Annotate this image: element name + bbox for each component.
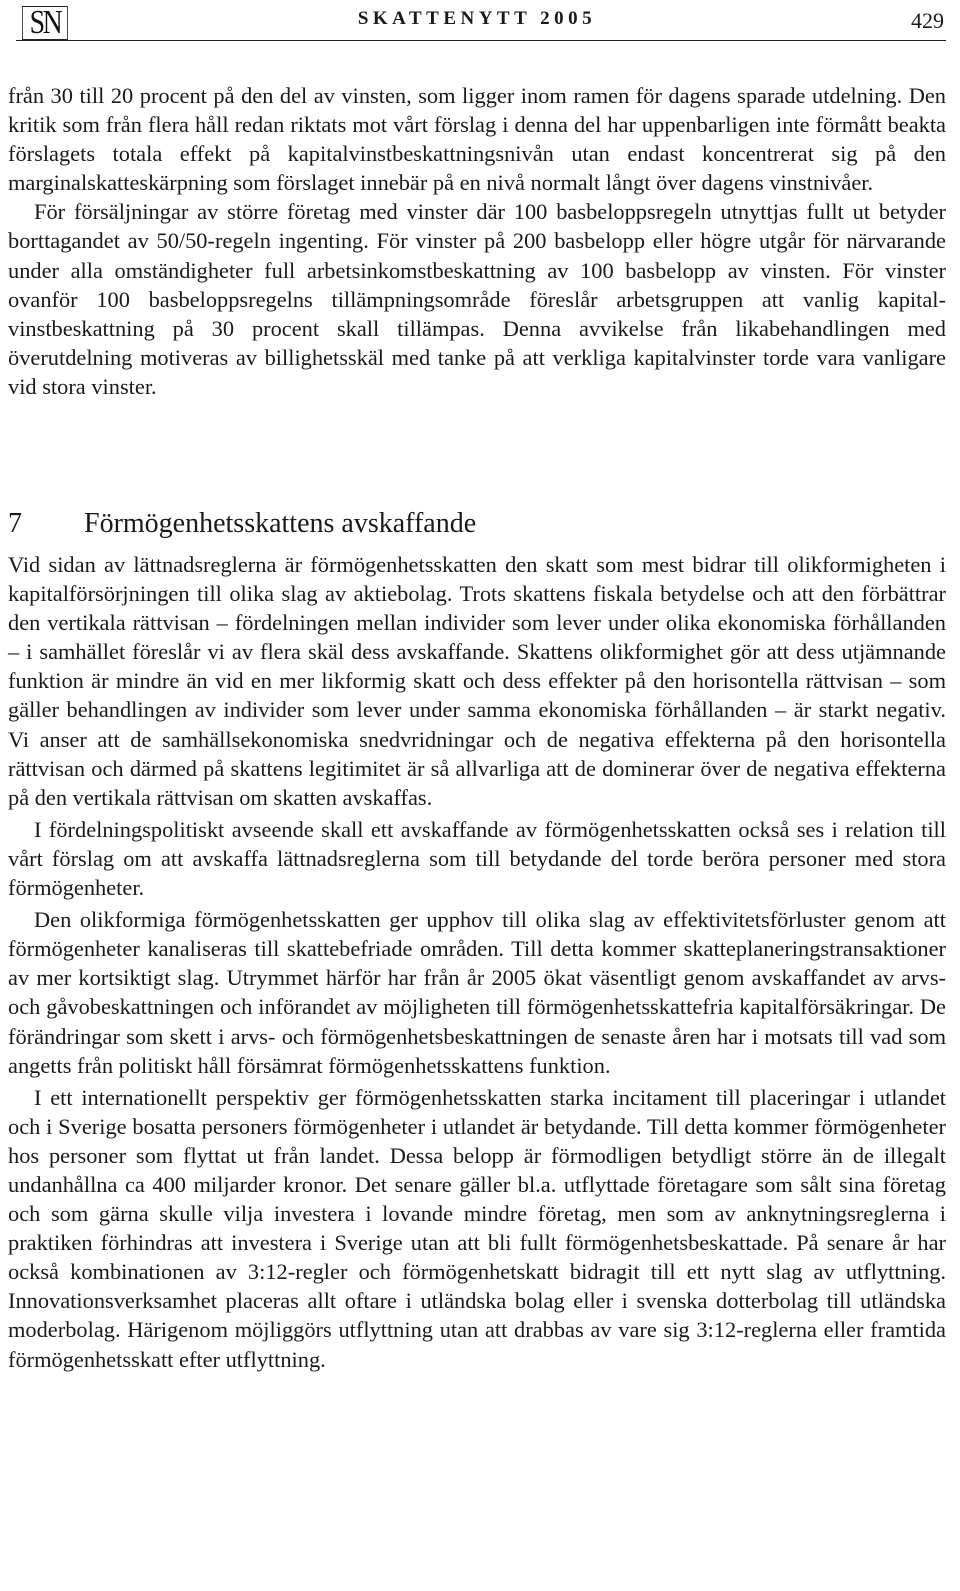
paragraph: För försäljningar av större företag med vinster där 100 basbeloppsregeln utnyttjas fullt ut betyder borttagandet av 50/50-regeln ingenting. För vinster på 200 basbelopp eller högre utgår för närvarande under alla omständigheter full arbetsinkomstbeskattning av 100 basbelopp av vinsten. För vinster ovanför 100 basbeloppsregelns tillämpningsområde föreslår arbetsgruppen att vanlig kapitalvinstbeskattning på 30 procent skall tillämpas. Denna avvikelse från likabehandlingen med överutdelning motiveras av billighetsskäl med tanke på att verkliga kapitalvinster torde vara vanligare vid stora vinster.	[8, 199, 946, 399]
section-heading	[8, 507, 946, 541]
page-number: 429	[911, 8, 944, 33]
header-rule	[16, 40, 946, 41]
paragraph: Vid sidan av lättnadsreglerna är förmögenhetsskatten den skatt som mest bidrar till olikformigheten i kapitalförsörjningen till olika slag av aktiebolag. Trots skattens fiskala betydelse och att den förbättrar den vertikala rättvisan – fördelningen mellan individer som lever under olika ekonomiska förhållanden – i samhället föreslår vi av flera skäl dess avskaffande. Skattens olikformighet gör att dess utjämnande funktion är mindre än vid en mer likformig skatt och dess effekter på den horisontella rättvisan – som gäller behandlingen av individer som lever under samma ekonomiska förhållanden – är starkt negativ. Vi anser att de samhällsekonomiska snedvridningar och de negativa effekterna på den horisontella rättvisan och därmed på skattens legitimitet är så allvarliga att de dominerar över de negativa effekterna på den vertikala rättvisan om skatten avskaffas.	[8, 552, 946, 810]
journal-logo: SN	[22, 6, 68, 40]
section-number: 7	[8, 508, 22, 539]
intro-text	[8, 81, 946, 401]
paragraph: från 30 till 20 procent på den del av vinsten, som ligger inom ramen för dagens sparade utdelning. Den kritik som från flera håll redan riktats mot vårt förslag i denna del har uppenbarligen inte förmått beakta förslagets totala effekt på kapitalvinstbeskattningsnivån utan endast koncentrerat sig på den marginalskatteskärpning som förslaget innebär på en nivå normalt långt över dagens vinstnivåer.	[8, 83, 946, 196]
paragraph: I ett internationellt perspektiv ger förmögenhetsskatten starka incitament till placeringar i utlandet och i Sverige bosatta personers förmögenheter i utlandet är betydande. Till detta kommer förmögenheter hos personer som flyttat ut från landet. Dessa belopp är förmodligen betydligt större än de illegalt undanhållna ca 400 miljarder kronor. Det senare gäller bl.a. utflyttade företagare som sålt sina företag och som gärna skulle vilja investera i lovande mindre företag, men som av anknytningsreglerna i praktiken förhindras att investera i Sverige utan att bli fullt förmögenhetsbeskattade. På senare år har också kombinationen av 3:12-regler och förmögenhetskatt bidragit till ett nytt slag av utflyttning. Innovationsverksamhet placeras allt oftare i utländska bolag eller i svenska dotterbolag till utländska moderbolag. Härigenom möjliggörs utflyttning utan att drabbas av vare sig 3:12-reglerna eller framtida förmögenhetsskatt efter utflyttning.	[8, 1084, 946, 1372]
page-header	[8, 0, 946, 54]
paragraph: I fördelningspolitiskt avseende skall ett avskaffande av förmögenhetsskatten också ses i relation till vårt förslag om att avskaffa lättnadsreglerna som till betydande del torde beröra personer med stora förmögenheter.	[8, 816, 946, 901]
journal-title: SKATTENYTT 2005	[357, 8, 597, 29]
paragraph: Den olikformiga förmögenhetsskatten ger upphov till olika slag av effektivitetsförluster genom att förmögenheter kanaliseras till skattebefriade områden. Till detta kommer skatteplaneringstransaktioner av mer kortsiktigt slag. Utrymmet härför har från år 2005 ökat väsentligt genom avskaffandet av arvs- och gåvobeskattningen och införandet av möjligheten till förmögenhetsskattefria kapitalförsäkringar. De förändringar som skett i arvs- och förmögenhetsbeskattningen de senaste åren har i motsats till vad som angetts från politiskt håll försämrat förmögenhetsskattens funktion.	[8, 907, 946, 1078]
section-title: Förmögenhetsskattens avskaffande	[84, 508, 477, 539]
section-body	[8, 550, 946, 1377]
